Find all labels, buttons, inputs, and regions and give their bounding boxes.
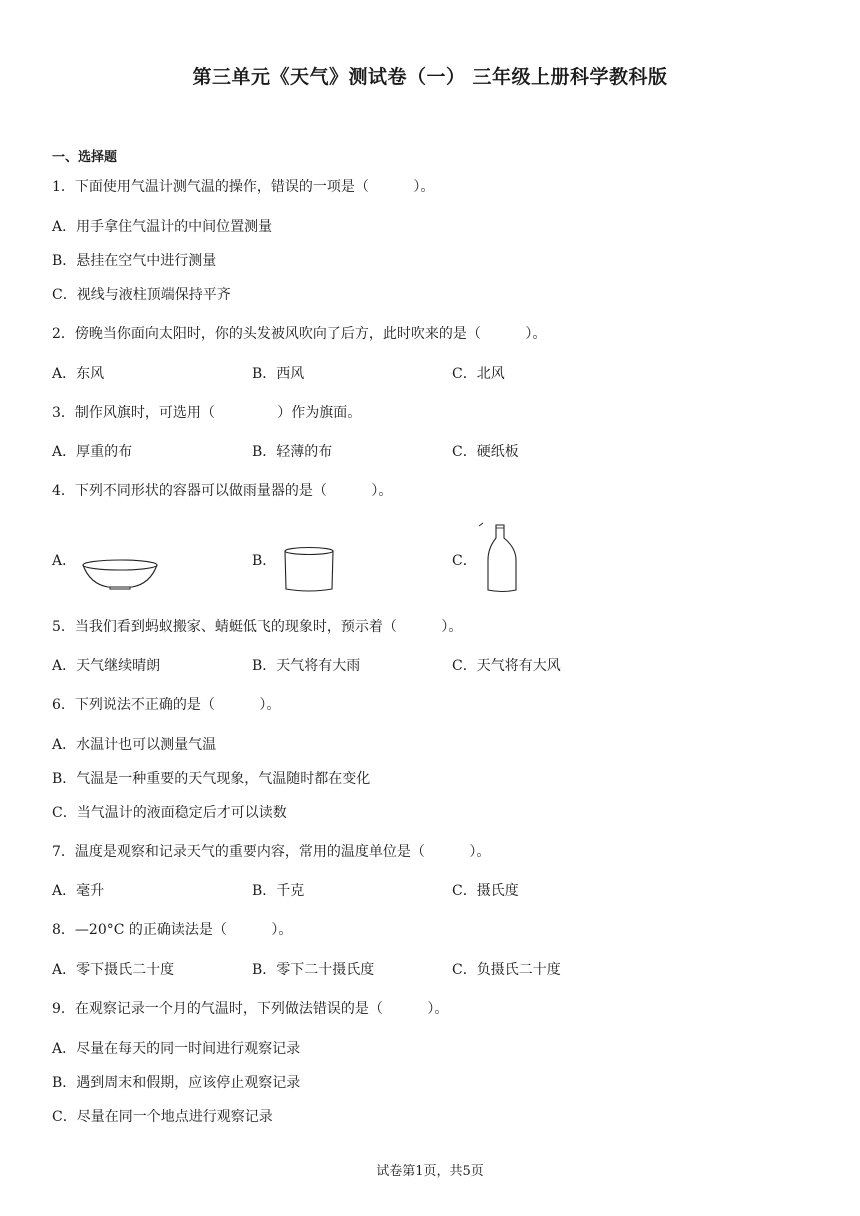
question-3-option-c[interactable]: C．硬纸板 xyxy=(452,444,519,460)
section-heading: 一、选择题 xyxy=(52,150,118,165)
question-2-option-b[interactable]: B．西风 xyxy=(252,366,305,382)
question-9-option-b[interactable]: B．遇到周末和假期，应该停止观察记录 xyxy=(52,1075,301,1091)
question-2-stem: 2．傍晚当你面向太阳时，你的头发被风吹向了后方，此时吹来的是（ ）。 xyxy=(52,326,547,342)
question-6-stem: 6．下列说法不正确的是（ ）。 xyxy=(52,697,281,713)
question-8-option-c[interactable]: C．负摄氏二十度 xyxy=(452,962,561,978)
question-7-option-b[interactable]: B．千克 xyxy=(252,883,305,899)
question-3-option-b[interactable]: B．轻薄的布 xyxy=(252,444,333,460)
question-1-option-b[interactable]: B．悬挂在空气中进行测量 xyxy=(52,253,217,269)
question-1-stem: 1．下面使用气温计测气温的操作，错误的一项是（ ）。 xyxy=(52,179,435,195)
question-9-option-a[interactable]: A．尽量在每天的同一时间进行观察记录 xyxy=(52,1041,301,1057)
question-8-stem: 8．—20°C 的正确读法是（ ）。 xyxy=(52,922,293,938)
bottle-icon xyxy=(476,520,526,594)
question-4-option-a[interactable]: A． xyxy=(52,553,77,569)
cylinder-container-icon xyxy=(282,546,336,594)
question-2-option-c[interactable]: C．北风 xyxy=(452,366,505,382)
question-9-option-c[interactable]: C．尽量在同一个地点进行观察记录 xyxy=(52,1109,273,1125)
question-6-option-b[interactable]: B．气温是一种重要的天气现象，气温随时都在变化 xyxy=(52,771,371,787)
question-9-stem: 9．在观察记录一个月的气温时，下列做法错误的是（ ）。 xyxy=(52,1001,449,1017)
question-3-stem: 3．制作风旗时，可选用（ ）作为旗面。 xyxy=(52,405,362,421)
question-5-option-a[interactable]: A．天气继续晴朗 xyxy=(52,658,161,674)
question-2-option-a[interactable]: A．东风 xyxy=(52,366,105,382)
question-5-option-b[interactable]: B．天气将有大雨 xyxy=(252,658,361,674)
question-1-option-c[interactable]: C．视线与液柱顶端保持平齐 xyxy=(52,287,231,303)
question-7-option-a[interactable]: A．毫升 xyxy=(52,883,105,899)
question-3-option-a[interactable]: A．厚重的布 xyxy=(52,444,133,460)
question-8-option-a[interactable]: A．零下摄氏二十度 xyxy=(52,962,175,978)
page-title: 第三单元《天气》测试卷（一） 三年级上册科学教科版 xyxy=(192,66,668,88)
question-4-stem: 4．下列不同形状的容器可以做雨量器的是（ ）。 xyxy=(52,483,393,499)
question-6-option-a[interactable]: A．水温计也可以测量气温 xyxy=(52,737,217,753)
question-5-stem: 5．当我们看到蚂蚁搬家、蜻蜓低飞的现象时，预示着（ ）。 xyxy=(52,619,463,635)
question-4-option-b[interactable]: B． xyxy=(252,553,277,569)
question-6-option-c[interactable]: C．当气温计的液面稳定后才可以读数 xyxy=(52,805,287,821)
question-7-option-c[interactable]: C．摄氏度 xyxy=(452,883,519,899)
question-7-stem: 7．温度是观察和记录天气的重要内容，常用的温度单位是（ ）。 xyxy=(52,844,491,860)
page-footer: 试卷第1页，共5页 xyxy=(376,1164,484,1179)
question-1-option-a[interactable]: A．用手拿住气温计的中间位置测量 xyxy=(52,219,273,235)
question-8-option-b[interactable]: B．零下二十摄氏度 xyxy=(252,962,375,978)
question-5-option-c[interactable]: C．天气将有大风 xyxy=(452,658,561,674)
question-4-option-c[interactable]: C． xyxy=(452,553,477,569)
bowl-icon xyxy=(80,558,160,592)
